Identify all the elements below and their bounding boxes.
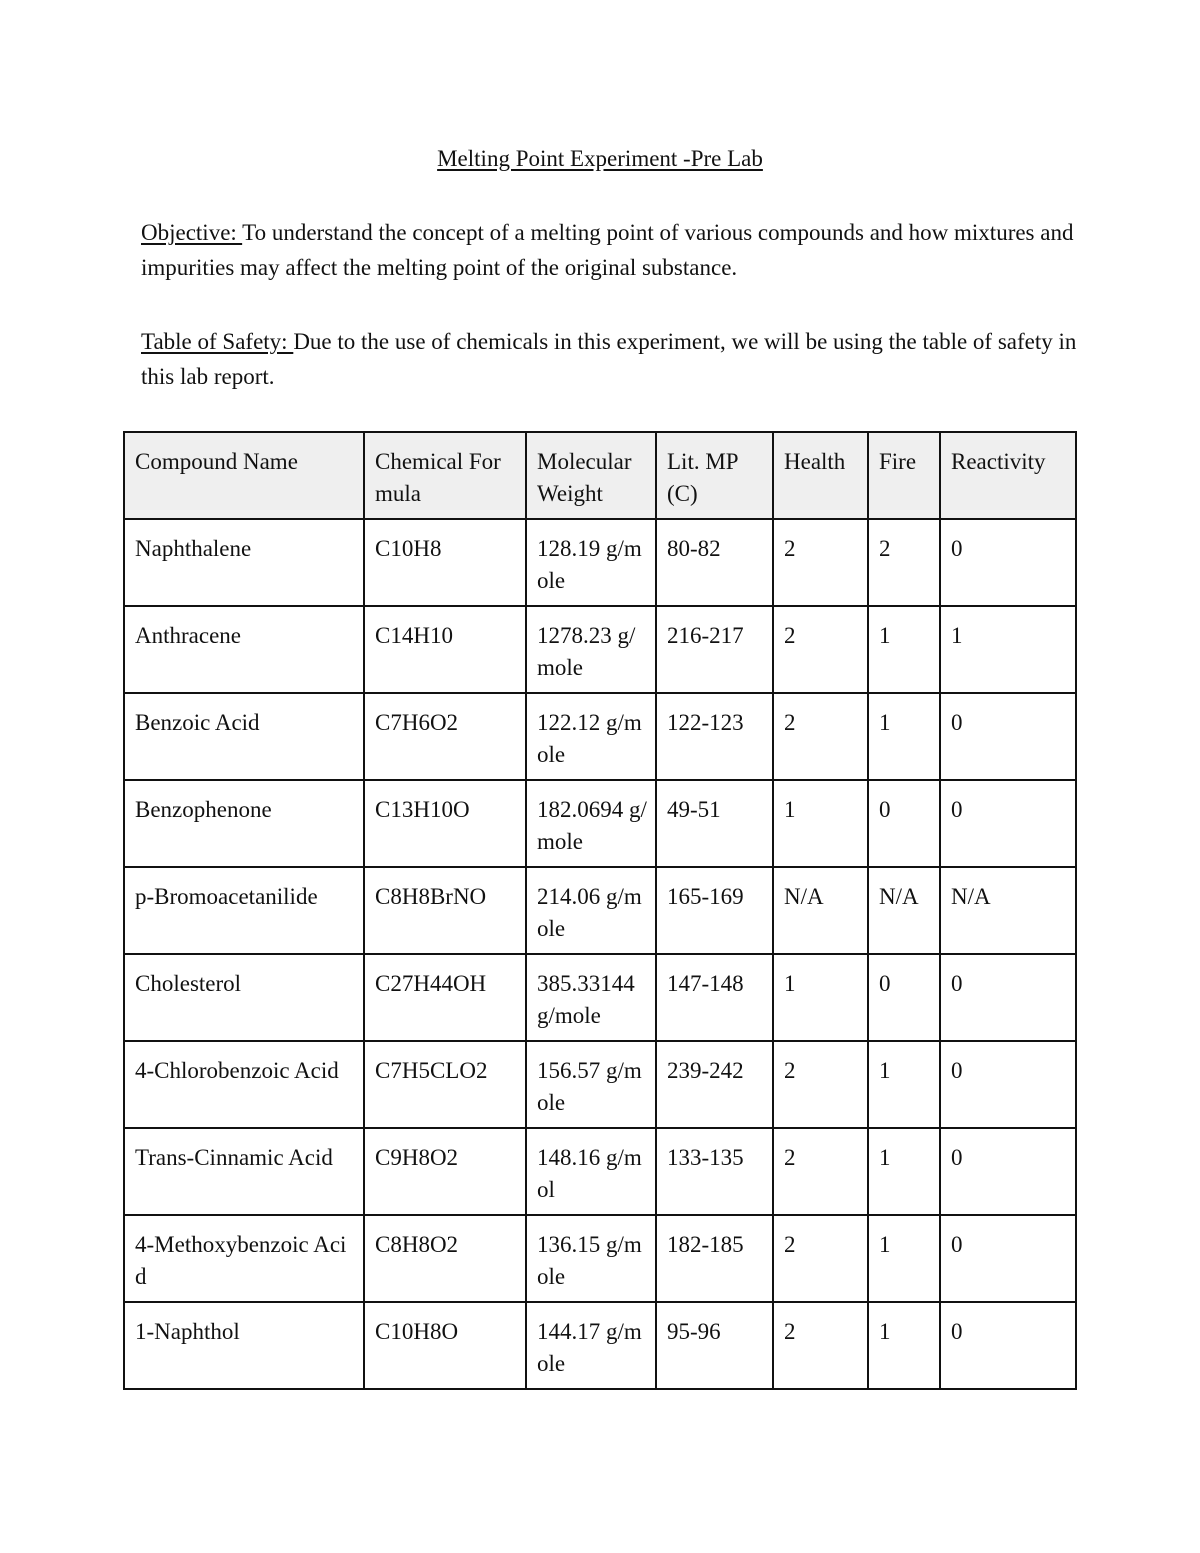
cell-reactivity: 0 [940, 519, 1076, 606]
cell-health: 2 [773, 1128, 868, 1215]
cell-reactivity: 0 [940, 693, 1076, 780]
cell-compound-name: Benzoic Acid [124, 693, 364, 780]
cell-molecular-weight: 385.33144 g/mole [526, 954, 656, 1041]
cell-fire: 1 [868, 606, 940, 693]
cell-fire: 0 [868, 780, 940, 867]
header-chemical-formula: Chemical Formula [364, 432, 526, 519]
cell-reactivity: 0 [940, 1215, 1076, 1302]
header-compound-name: Compound Name [124, 432, 364, 519]
cell-lit-mp: 165-169 [656, 867, 773, 954]
cell-fire: 1 [868, 693, 940, 780]
cell-reactivity: 0 [940, 954, 1076, 1041]
safety-table [123, 431, 1077, 1390]
safety-label: Table of Safety: [141, 329, 294, 354]
cell-reactivity: 0 [940, 1128, 1076, 1215]
cell-molecular-weight: 144.17 g/mole [526, 1302, 656, 1389]
header-molecular-weight: Molecular Weight [526, 432, 656, 519]
table-row [124, 954, 1076, 1041]
table-row [124, 780, 1076, 867]
cell-chemical-formula: C13H10O [364, 780, 526, 867]
cell-compound-name: p-Bromoacetanilide [124, 867, 364, 954]
cell-fire: N/A [868, 867, 940, 954]
cell-health: 1 [773, 954, 868, 1041]
cell-fire: 0 [868, 954, 940, 1041]
cell-fire: 1 [868, 1128, 940, 1215]
cell-health: 2 [773, 1215, 868, 1302]
cell-compound-name: Anthracene [124, 606, 364, 693]
table-body [124, 519, 1076, 1389]
header-fire: Fire [868, 432, 940, 519]
safety-paragraph [141, 324, 1081, 394]
cell-molecular-weight: 122.12 g/mole [526, 693, 656, 780]
table-row [124, 1128, 1076, 1215]
cell-lit-mp: 182-185 [656, 1215, 773, 1302]
cell-molecular-weight: 148.16 g/mol [526, 1128, 656, 1215]
cell-chemical-formula: C10H8 [364, 519, 526, 606]
header-reactivity: Reactivity [940, 432, 1076, 519]
cell-chemical-formula: C9H8O2 [364, 1128, 526, 1215]
cell-chemical-formula: C7H5CLO2 [364, 1041, 526, 1128]
objective-text: To understand the concept of a melting point of various compounds and how mixtures and impurities may affect the melting point of the original substance. [141, 220, 1074, 280]
title-text: Melting Point Experiment -Pre Lab [437, 146, 763, 171]
cell-molecular-weight: 1278.23 g/mole [526, 606, 656, 693]
table-row [124, 1041, 1076, 1128]
cell-health: 2 [773, 693, 868, 780]
cell-lit-mp: 133-135 [656, 1128, 773, 1215]
cell-fire: 2 [868, 519, 940, 606]
objective-label: Objective: [141, 220, 243, 245]
table-row [124, 1302, 1076, 1389]
cell-lit-mp: 122-123 [656, 693, 773, 780]
cell-chemical-formula: C10H8O [364, 1302, 526, 1389]
cell-reactivity: 1 [940, 606, 1076, 693]
cell-reactivity: 0 [940, 780, 1076, 867]
cell-chemical-formula: C7H6O2 [364, 693, 526, 780]
cell-molecular-weight: 136.15 g/mole [526, 1215, 656, 1302]
cell-compound-name: Naphthalene [124, 519, 364, 606]
cell-health: N/A [773, 867, 868, 954]
page-title [0, 144, 1200, 174]
cell-compound-name: 4-Chlorobenzoic Acid [124, 1041, 364, 1128]
cell-chemical-formula: C8H8BrNO [364, 867, 526, 954]
table-row [124, 1215, 1076, 1302]
cell-lit-mp: 80-82 [656, 519, 773, 606]
cell-compound-name: Benzophenone [124, 780, 364, 867]
table-header-row [124, 432, 1076, 519]
cell-health: 2 [773, 606, 868, 693]
cell-health: 2 [773, 519, 868, 606]
cell-lit-mp: 49-51 [656, 780, 773, 867]
cell-health: 1 [773, 780, 868, 867]
cell-chemical-formula: C8H8O2 [364, 1215, 526, 1302]
objective-paragraph [141, 215, 1081, 285]
cell-compound-name: 1-Naphthol [124, 1302, 364, 1389]
cell-fire: 1 [868, 1302, 940, 1389]
cell-lit-mp: 95-96 [656, 1302, 773, 1389]
header-health: Health [773, 432, 868, 519]
cell-lit-mp: 216-217 [656, 606, 773, 693]
table-row [124, 519, 1076, 606]
cell-chemical-formula: C14H10 [364, 606, 526, 693]
cell-molecular-weight: 214.06 g/mole [526, 867, 656, 954]
cell-molecular-weight: 182.0694 g/mole [526, 780, 656, 867]
cell-lit-mp: 147-148 [656, 954, 773, 1041]
safety-text: Due to the use of chemicals in this experiment, we will be using the table of safety in this lab report. [141, 329, 1077, 389]
cell-reactivity: 0 [940, 1041, 1076, 1128]
cell-compound-name: Cholesterol [124, 954, 364, 1041]
cell-chemical-formula: C27H44OH [364, 954, 526, 1041]
cell-reactivity: 0 [940, 1302, 1076, 1389]
table-row [124, 867, 1076, 954]
cell-lit-mp: 239-242 [656, 1041, 773, 1128]
table-row [124, 606, 1076, 693]
cell-molecular-weight: 128.19 g/mole [526, 519, 656, 606]
header-lit-mp: Lit. MP (C) [656, 432, 773, 519]
table-row [124, 693, 1076, 780]
cell-compound-name: Trans-Cinnamic Acid [124, 1128, 364, 1215]
cell-fire: 1 [868, 1215, 940, 1302]
cell-health: 2 [773, 1041, 868, 1128]
cell-molecular-weight: 156.57 g/mole [526, 1041, 656, 1128]
cell-health: 2 [773, 1302, 868, 1389]
cell-reactivity: N/A [940, 867, 1076, 954]
cell-compound-name: 4-Methoxybenzoic Acid [124, 1215, 364, 1302]
cell-fire: 1 [868, 1041, 940, 1128]
